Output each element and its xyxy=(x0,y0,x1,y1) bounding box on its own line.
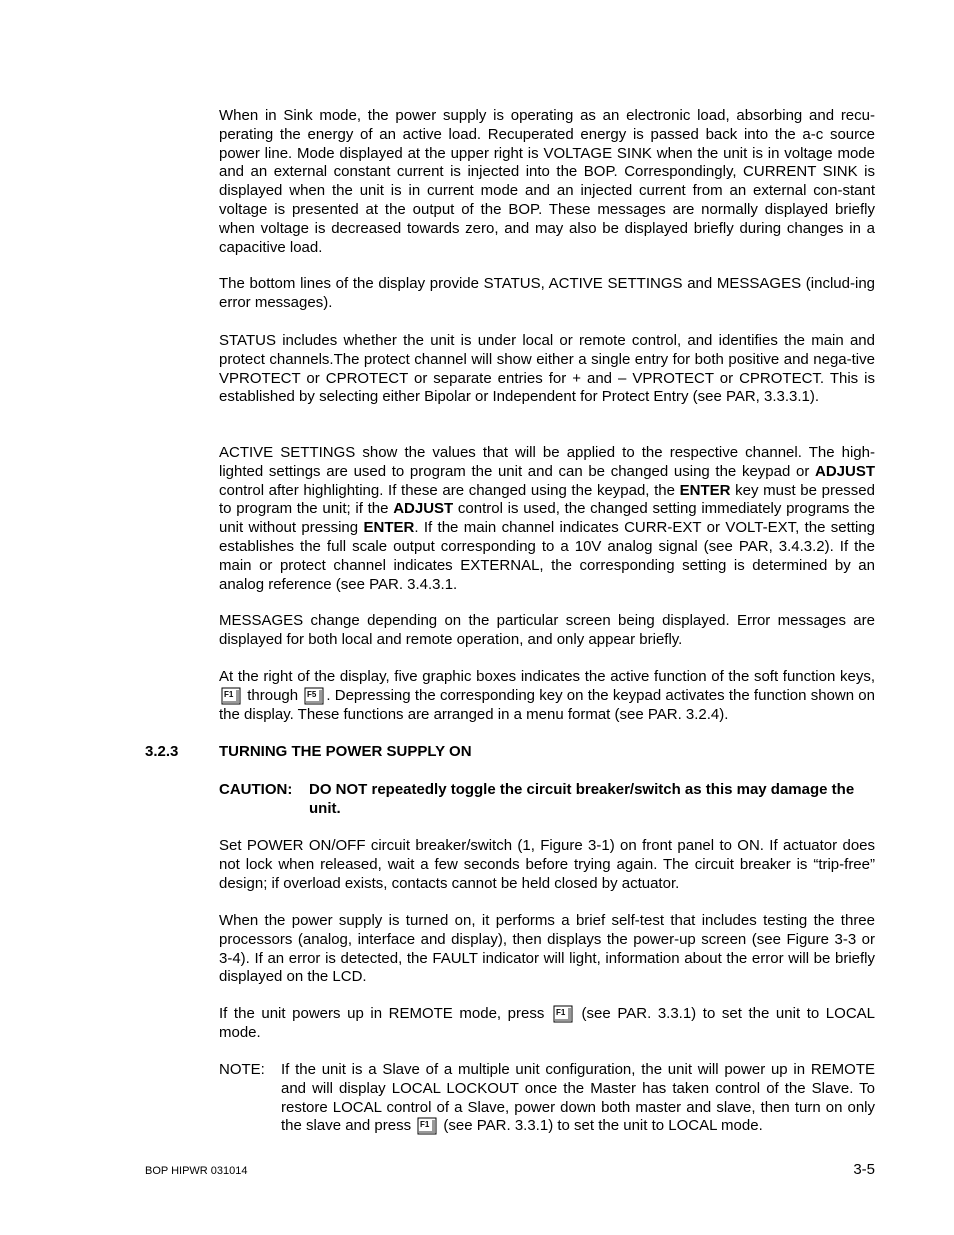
paragraph-remote-mode: If the unit powers up in REMOTE mode, press F1 (see PAR. 3.3.1) to set the unit to LOCAL mode. xyxy=(219,1005,875,1041)
note-text: If the unit is a Slave of a multiple unit configuration, the unit will power up in REMOTE and will display LOCAL LOCKOUT once the Master has taken control of the Slave. To restore LOCAL control of a Slave, power down both master and slave, then turn on only the slave and press F1 (see PAR. 3.3.1) to set the unit to LOCAL mode. xyxy=(281,1061,875,1135)
caution-label: CAUTION: xyxy=(219,781,293,798)
paragraph-sink-mode: When in Sink mode, the power supply is operating as an electronic load, absorbing and recu-perating the energy of an active load. Recuperated energy is passed back into the a-c source power line. Mode displayed at the upper right is VOLTAGE SINK when the unit is in voltage mode and an external constant current is injected into the BOP. Correspondingly, CURRENT SINK is displayed when the unit is in current mode and an injected current from an external con-stant voltage is presented at the output of the BOP. These messages are normally displayed briefly when voltage is decreased towards zero, and may also be displayed briefly during changes in a capacitive load. xyxy=(219,107,875,256)
paragraph-messages: MESSAGES change depending on the particular screen being displayed. Error messages are displayed for both local and remote operation, and only appear briefly. xyxy=(219,612,875,648)
section-title: TURNING THE POWER SUPPLY ON xyxy=(219,743,472,760)
note-block xyxy=(219,1061,875,1136)
f1-key-icon xyxy=(417,1117,437,1135)
f1-key-icon xyxy=(553,1005,573,1023)
enter-keyword: ENTER xyxy=(363,519,415,537)
adjust-keyword: ADJUST xyxy=(814,462,875,480)
f1-key-label: F1 xyxy=(224,689,234,699)
caution-block xyxy=(219,781,875,819)
paragraph-self-test: When the power supply is turned on, it performs a brief self-test that includes testing the three processors (analog, interface and display), then displays the power-up screen (see Figure 3-3 or 3-4). If an error is detected, the FAULT indicator will light, information about the error will be briefly displayed on the LCD. xyxy=(219,912,875,986)
paragraph-soft-keys: At the right of the display, five graphic boxes indicates the active function of the soft function keys, F1 through F5 . Depressing the corresponding key on the keypad activates the function shown on the display. These functions are arranged in a menu format (see PAR. 3.2.4). xyxy=(219,668,875,723)
f1-key-label: F1 xyxy=(420,1120,430,1130)
f1-key-label: F1 xyxy=(555,1008,566,1017)
footer-page-number: 3-5 xyxy=(853,1161,875,1178)
paragraph-bottom-lines: The bottom lines of the display provide STATUS, ACTIVE SETTINGS and MESSAGES (includ-ing error messages). xyxy=(219,275,875,311)
paragraph-status: STATUS includes whether the unit is under local or remote control, and identifies the main and protect channels.The protect channel will show either a single entry for both positive and nega-tive VPROTECT or CPROTECT or separate entries for + and – VPROTECT or CPROTECT. This is established by selecting either Bipolar or Independent for Protect Entry (see PAR, 3.3.3.1). xyxy=(219,332,875,406)
note-label: NOTE: xyxy=(219,1061,265,1078)
caution-text: DO NOT repeatedly toggle the circuit breaker/switch as this may damage the unit. xyxy=(309,781,855,817)
paragraph-power-switch: Set POWER ON/OFF circuit breaker/switch (1, Figure 3-1) on front panel to ON. If actuator does not lock when released, wait a few seconds before trying again. The circuit breaker is “trip-free” design; if overload exists, contacts cannot be held closed by actuator. xyxy=(219,837,875,892)
enter-keyword: ENTER xyxy=(679,481,731,499)
paragraph-active-settings: ACTIVE SETTINGS show the values that will be applied to the respective channel. The high-lighted settings are used to program the unit and can be changed using the keypad or ADJUST control after highlighting. If these are changed using the keypad, the ENTER key must be pressed to program the unit; if the ADJUST control is used, the changed setting immediately programs the unit without pressing ENTER. If the main channel indicates CURR-EXT or VOLT-EXT, the setting establishes the full scale output corresponding to a 10V analog signal (see PAR, 3.4.3.2). If the main or protect channel indicates EXTERNAL, the corresponding setting is determined by an analog reference (see PAR. 3.4.3.1. xyxy=(219,444,875,593)
section-heading xyxy=(145,743,875,762)
f5-key-label: F5 xyxy=(307,689,317,699)
f5-key-icon xyxy=(304,687,324,705)
section-number: 3.2.3 xyxy=(145,743,179,760)
footer-doc-id: BOP HIPWR 031014 xyxy=(145,1165,248,1177)
adjust-keyword: ADJUST xyxy=(393,500,454,518)
f1-key-icon xyxy=(221,687,241,705)
